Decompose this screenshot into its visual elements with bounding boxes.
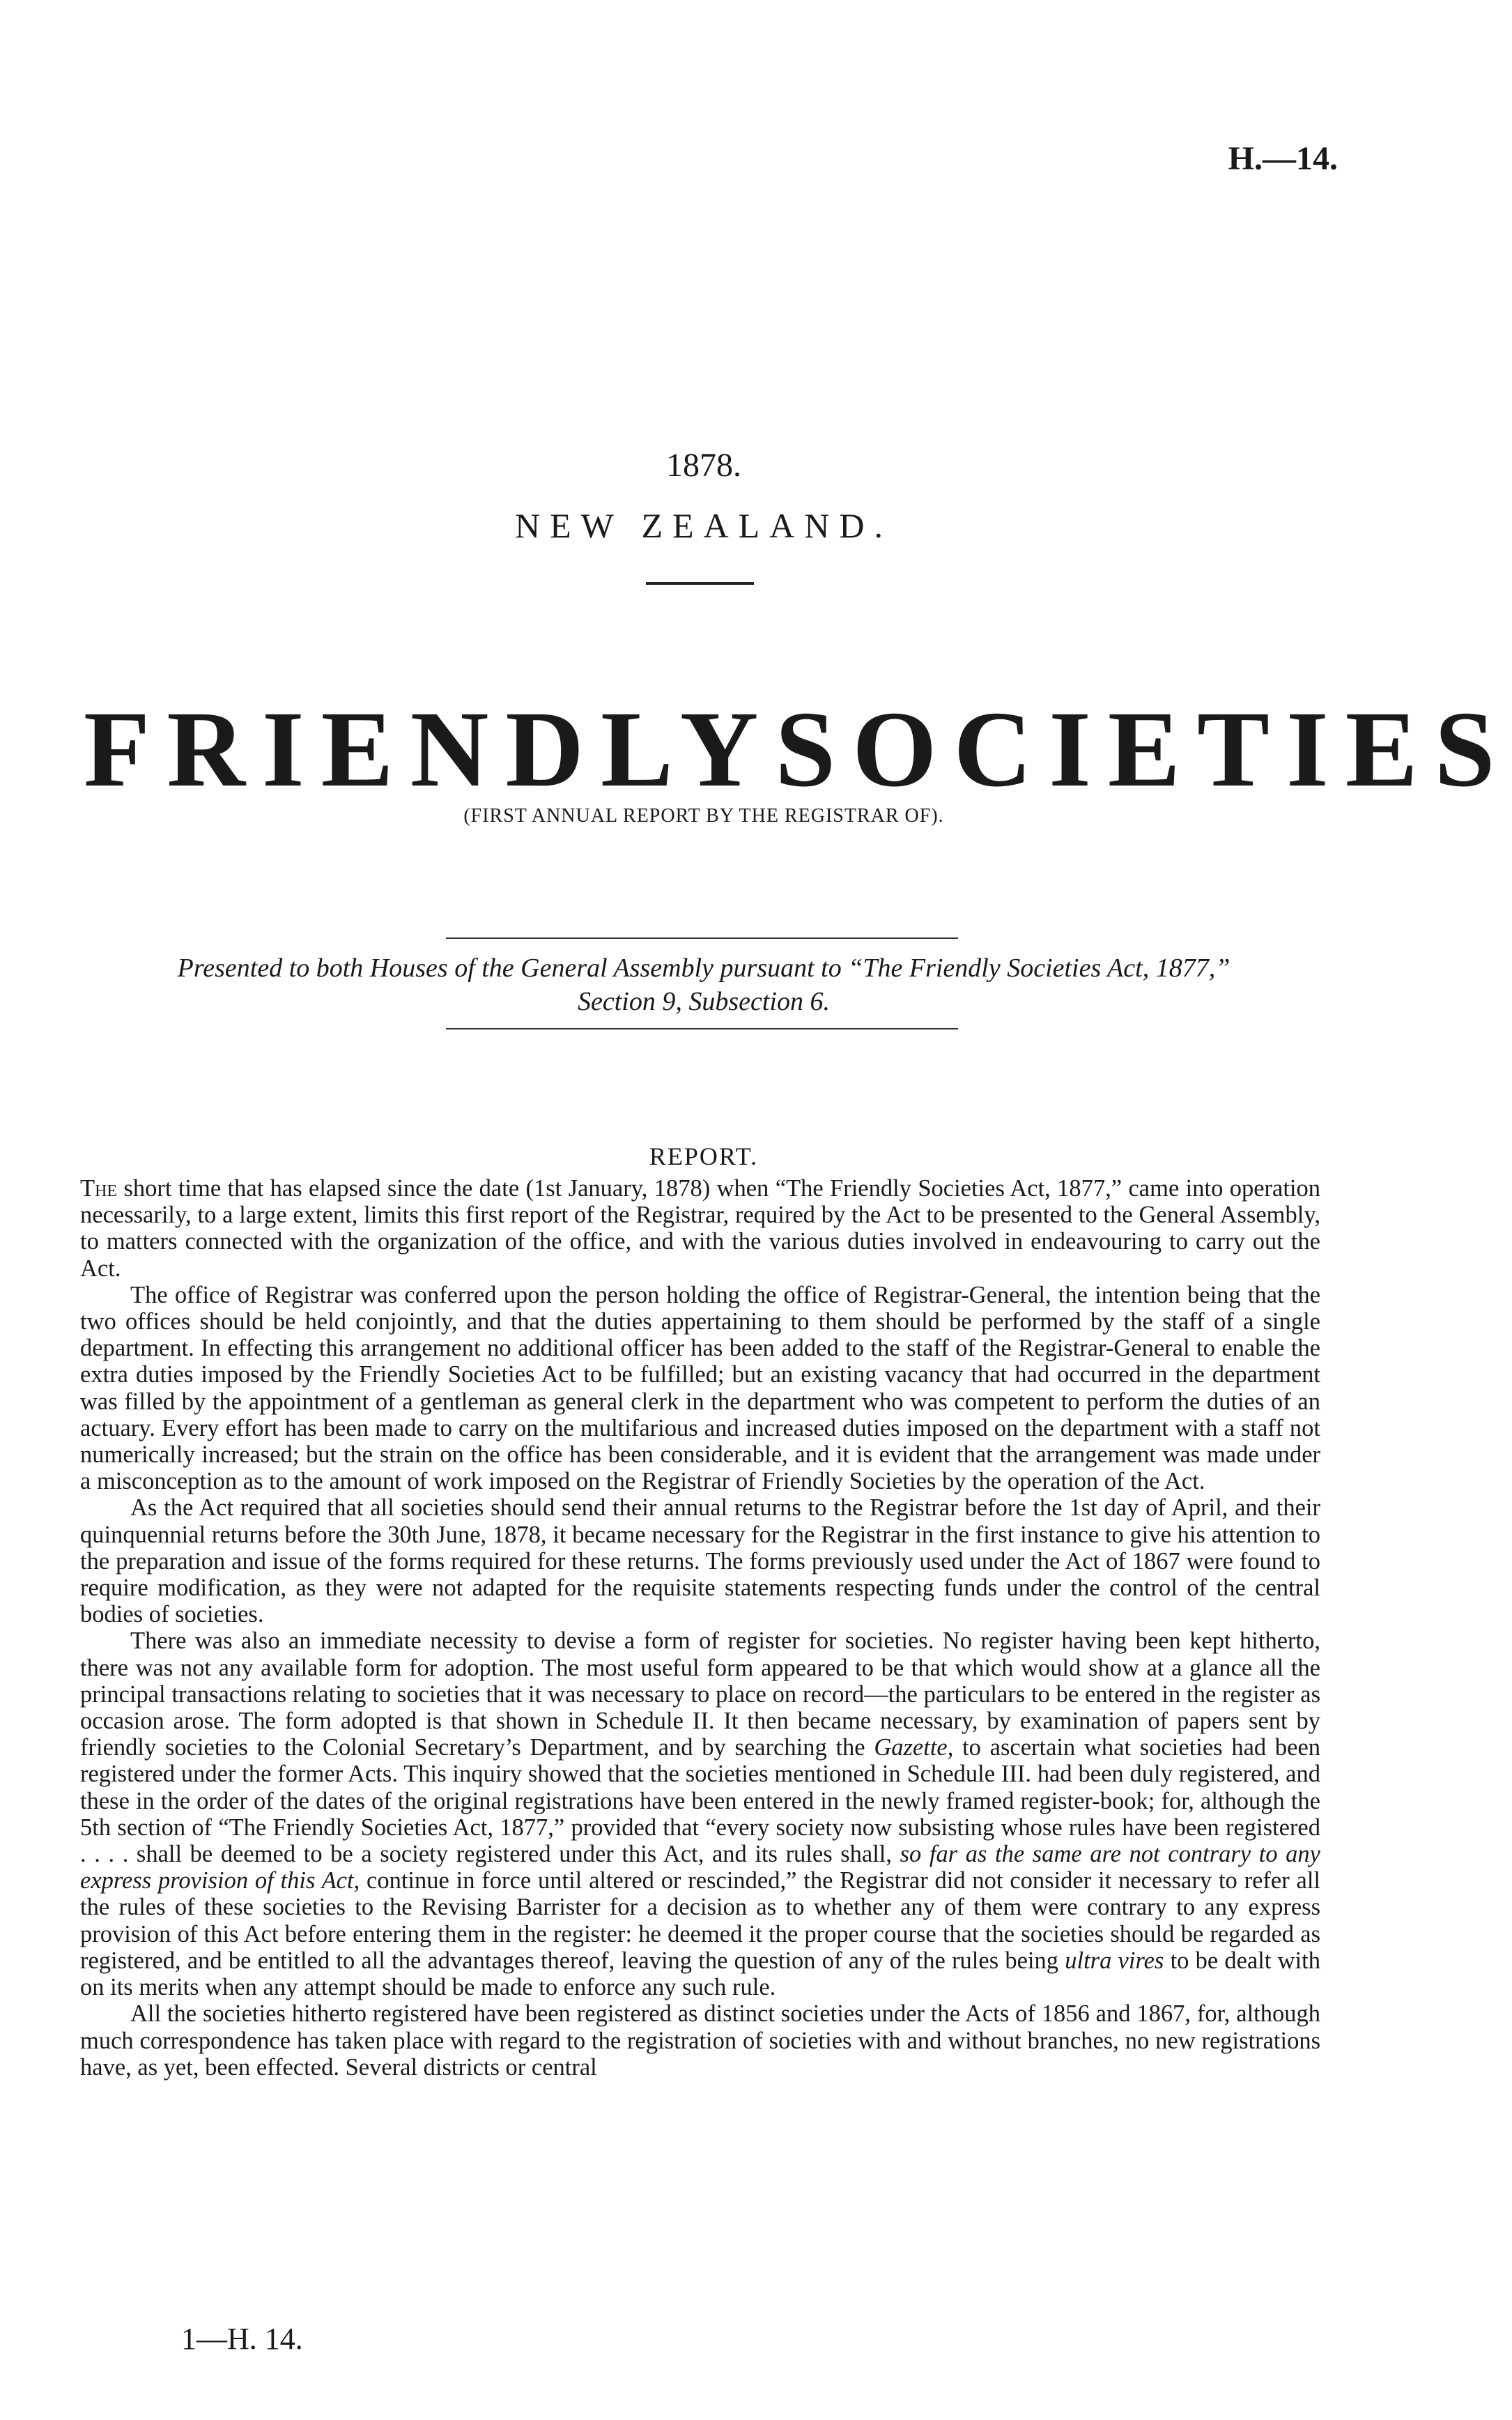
divider-bottom bbox=[446, 1028, 958, 1029]
title-word-societies: SOCIETIES bbox=[775, 689, 1512, 809]
paragraph-4-text-d: to be dealt with on its merits when any attempt should be made to enforce any such rule. bbox=[80, 1947, 1321, 2001]
page-subtitle: (FIRST ANNUAL REPORT BY THE REGISTRAR OF). bbox=[463, 805, 944, 827]
report-heading: REPORT. bbox=[649, 1142, 759, 1170]
page-title bbox=[84, 687, 1512, 812]
presented-line-1: Presented to both Houses of the General Assembly pursuant to “The Friendly Societies Act, 1877,” bbox=[177, 954, 1231, 983]
statute-quote-italic: so far as the same are not contrary to any express provision of this Act, bbox=[80, 1841, 1320, 1894]
paragraph-2: The office of Registrar was conferred upon the person holding the office of Registrar-General, the intention being that the two offices should be held conjointly, and that the duties appertaining to them should be performed by the staff of a single department. In effecting this arrangement no additional officer has been added to the staff of the Registrar-General to enable the extra duties imposed by the Friendly Societies Act to be fulfilled; but an existing vacancy that had occurred in the department was filled by the appointment of a gentleman as general clerk in the department who was competent to perform the duties of an actuary. Every effort has been made to carry on the multifarious and increased duties imposed on the department with a staff not numerically increased; but the strain on the office has been considerable, and it is evident that the arrangement was made under a misconception as to the amount of work imposed on the Registrar of Friendly Societies by the operation of the Act. bbox=[80, 1281, 1320, 1495]
paragraph-4 bbox=[80, 1628, 1320, 2000]
divider-top bbox=[446, 937, 958, 939]
presented-line-2: Section 9, Subsection 6. bbox=[578, 987, 830, 1016]
paragraph-1-text: short time that has elapsed since the date (1st January, 1878) when “The Friendly Societies Act, 1877,” came into operation necessarily, to a large extent, limits this first report of the Registrar, required by the Act to be presented to the General Assembly, to matters connected with the organization of the office, and with the various duties involved in endeavouring to carry out the Act. bbox=[80, 1175, 1320, 1282]
paragraph-1-lead: The bbox=[80, 1175, 118, 1202]
paragraph-4-text-a: There was also an immediate necessity to devise a form of register for societies. No register having been kept hitherto, there was not any available form for adoption. The most useful form appeared to be that which would show at a glance all the principal transactions relating to societies that it was necessary to place on record—the particulars to be entered in the register as occasion arose. The form adopted is that shown in Schedule II. It then became necessary, by examination of papers sent by friendly societies to the Colonial Secretary’s Department, and by searching the bbox=[80, 1628, 1320, 1761]
paragraph-5: All the societies hitherto registered have been registered as distinct societies under the Acts of 1856 and 1867, for, although much correspondence has taken place with regard to the registration of societies with and without branches, no new registrations have, as yet, been effected. Several districts or central bbox=[80, 2000, 1320, 2081]
paragraph-4-text-b: to ascertain what societies had been registered under the former Acts. This inquiry showed that the societies mentioned in Schedule III. had been duly registered, and these in the order of the dates of the original registrations have been entered in the newly framed register-book; for, although the 5th section of “The Friendly Societies Act, 1877,” provided that “every society now subsisting whose rules have been registered . . . . shall be deemed to be a society registered under this Act, and its rules shall, bbox=[80, 1734, 1321, 1868]
paragraph-1 bbox=[80, 1175, 1320, 1282]
presented-note bbox=[77, 951, 1331, 1018]
paragraph-3: As the Act required that all societies should send their annual returns to the Registrar before the 1st day of April, and their quinquennial returns before the 30th June, 1878, it became necessary for the Registrar in the first instance to give his attention to the preparation and issue of the forms required for these returns. The forms previously used under the Act of 1867 were found to require modification, as they were not adapted for the requisite statements respecting funds under the control of the central bodies of societies. bbox=[80, 1494, 1320, 1628]
report-body bbox=[80, 1175, 1320, 2081]
page-footer-mark: 1—H. 14. bbox=[181, 2322, 303, 2356]
divider-short bbox=[646, 582, 754, 585]
ultra-vires-italic: ultra vires bbox=[1065, 1947, 1164, 1974]
title-word-friendly: FRIENDLY bbox=[84, 689, 776, 809]
document-year: 1878. bbox=[666, 447, 741, 484]
paragraph-4-text-c: continue in force until altered or rescinded,” the Registrar did not consider it necessary to refer all the rules of these societies to the Revising Barrister for a decision as to whether any of them were contrary to any express provision of this Act before entering them in the register: he deemed it the proper course that the societies should be regarded as registered, and be entitled to all the advantages thereof, leaving the question of any of the rules being bbox=[80, 1867, 1320, 1974]
country-heading: NEW ZEALAND. bbox=[515, 506, 893, 545]
gazette-italic: Gazette, bbox=[874, 1734, 954, 1761]
document-reference: H.—14. bbox=[1228, 140, 1338, 177]
